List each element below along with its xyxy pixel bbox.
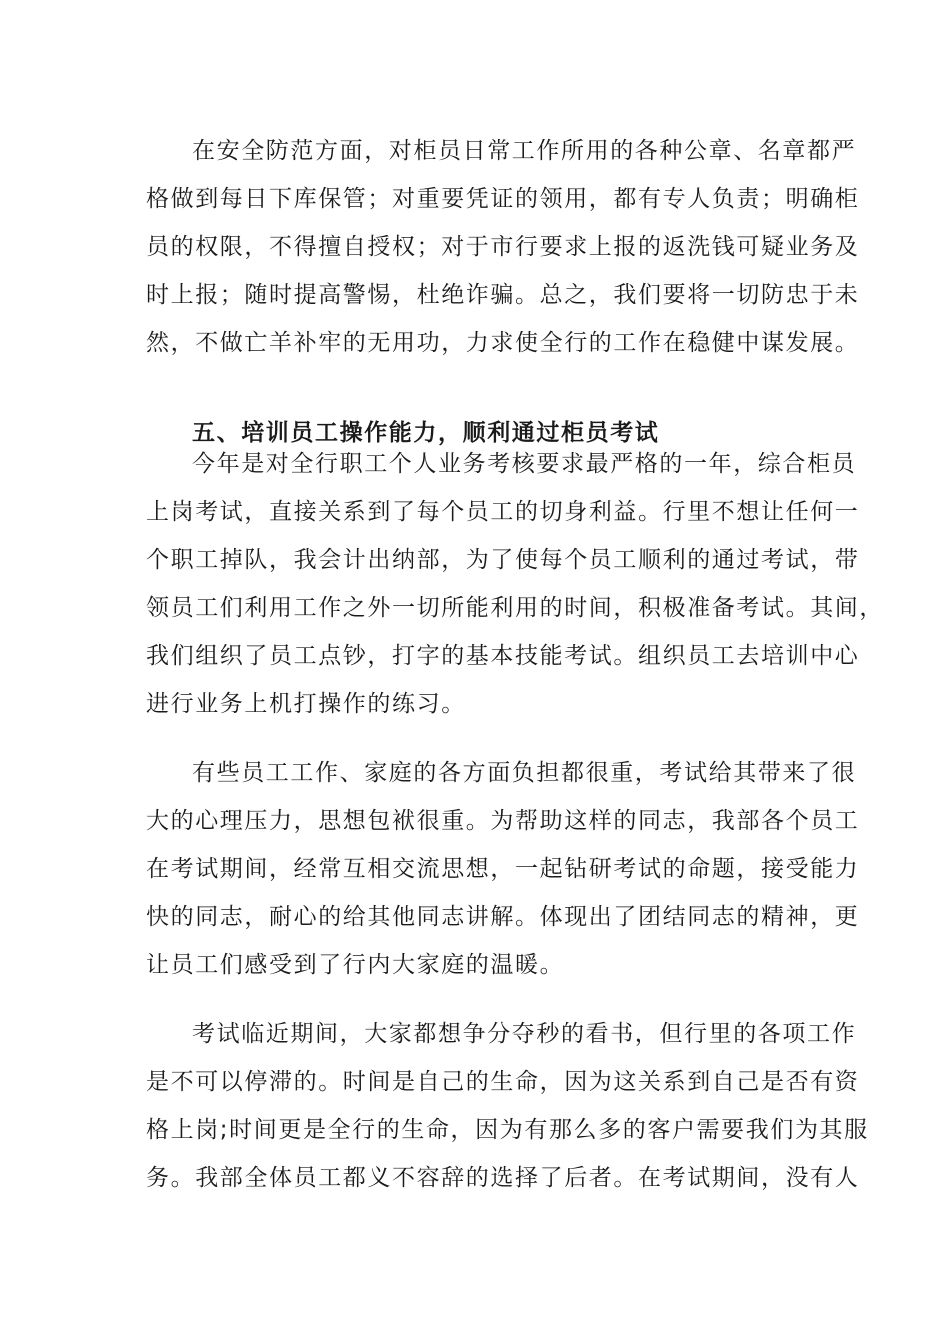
paragraph-mutual-help (146, 749, 860, 989)
paragraph-line: 格上岗;时间更是全行的生命，因为有那么多的客户需要我们为其服 (146, 1117, 869, 1143)
paragraph-line: 是不可以停滞的。时间是自己的生命，因为这关系到自己是否有资 (146, 1069, 860, 1095)
paragraph-security (146, 127, 860, 367)
paragraph-line: 务。我部全体员工都义不容辞的选择了后者。在考试期间，没有人 (146, 1165, 860, 1191)
paragraph-exam-period (146, 1010, 869, 1202)
paragraph-line: 大的心理压力，思想包袱很重。为帮助这样的同志，我部各个员工 (146, 808, 860, 834)
paragraph-line: 时上报；随时提高警惕，杜绝诈骗。总之，我们要将一切防忠于未 (146, 282, 860, 308)
section-heading-text: 五、培训员工操作能力，顺利通过柜员考试 (192, 420, 660, 446)
paragraph-line: 快的同志，耐心的给其他同志讲解。体现出了团结同志的精神，更 (146, 904, 860, 930)
paragraph-exam-training (146, 440, 884, 728)
paragraph-line: 我们组织了员工点钞，打字的基本技能考试。组织员工去培训中心 (146, 643, 860, 669)
paragraph-line: 领员工们利用工作之外一切所能利用的时间，积极准备考试。其间， (146, 595, 884, 621)
paragraph-line: 让员工们感受到了行内大家庭的温暖。 (146, 952, 565, 978)
paragraph-line: 在安全防范方面，对柜员日常工作所用的各种公章、名章都严 (192, 138, 857, 164)
paragraph-line: 考试临近期间，大家都想争分夺秒的看书，但行里的各项工作 (192, 1021, 857, 1047)
paragraph-line: 有些员工工作、家庭的各方面负担都很重，考试给其带来了很 (192, 760, 857, 786)
paragraph-line: 个职工掉队，我会计出纳部，为了使每个员工顺利的通过考试，带 (146, 547, 860, 573)
paragraph-line: 进行业务上机打操作的练习。 (146, 691, 466, 717)
paragraph-line: 员的权限，不得擅自授权；对于市行要求上报的返洗钱可疑业务及 (146, 234, 860, 260)
paragraph-line: 然，不做亡羊补牢的无用功，力求使全行的工作在稳健中谋发展。 (146, 330, 860, 356)
paragraph-line: 在考试期间，经常互相交流思想，一起钻研考试的命题，接受能力 (146, 856, 860, 882)
paragraph-line: 格做到每日下库保管；对重要凭证的领用，都有专人负责；明确柜 (146, 186, 860, 212)
paragraph-line: 今年是对全行职工个人业务考核要求最严格的一年，综合柜员 (192, 451, 857, 477)
paragraph-line: 上岗考试，直接关系到了每个员工的切身利益。行里不想让任何一 (146, 499, 860, 525)
